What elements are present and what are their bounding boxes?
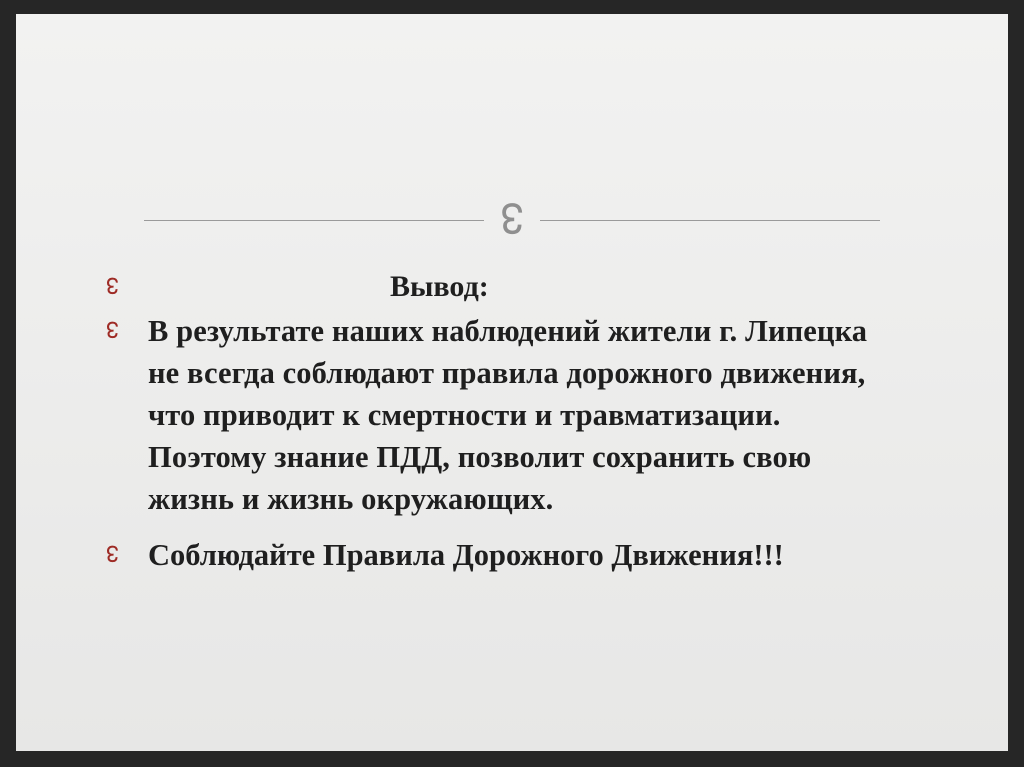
call-to-action-text: Соблюдайте Правила Дорожного Движения!!!	[148, 538, 784, 572]
paragraph-line: В результате наших наблюдений жители г. Липецка	[148, 314, 868, 348]
paragraph-line: Поэтому знание ПДД, позволит сохранить свою	[148, 440, 812, 474]
conclusion-heading: Вывод:	[390, 270, 489, 303]
bullet-glyph-icon: ↋	[106, 274, 119, 300]
paragraph-line: жизнь и жизнь окружающих.	[148, 482, 554, 516]
bullet-item-paragraph	[104, 310, 938, 520]
paragraph-line: что приводит к смертности и травматизации.	[148, 398, 781, 432]
slide-canvas	[16, 14, 1008, 751]
bullet-glyph-icon: ↋	[106, 318, 119, 344]
bullet-item-title	[104, 266, 938, 308]
ornament-icon: ↋	[500, 194, 524, 243]
slide-body	[104, 266, 938, 578]
conclusion-paragraph	[148, 310, 938, 520]
bullet-item-call-to-action	[104, 534, 938, 576]
bullet-glyph-icon: ↋	[106, 542, 119, 568]
slide-header-divider	[16, 192, 1008, 246]
paragraph-line: не всегда соблюдают правила дорожного движения,	[148, 356, 866, 390]
